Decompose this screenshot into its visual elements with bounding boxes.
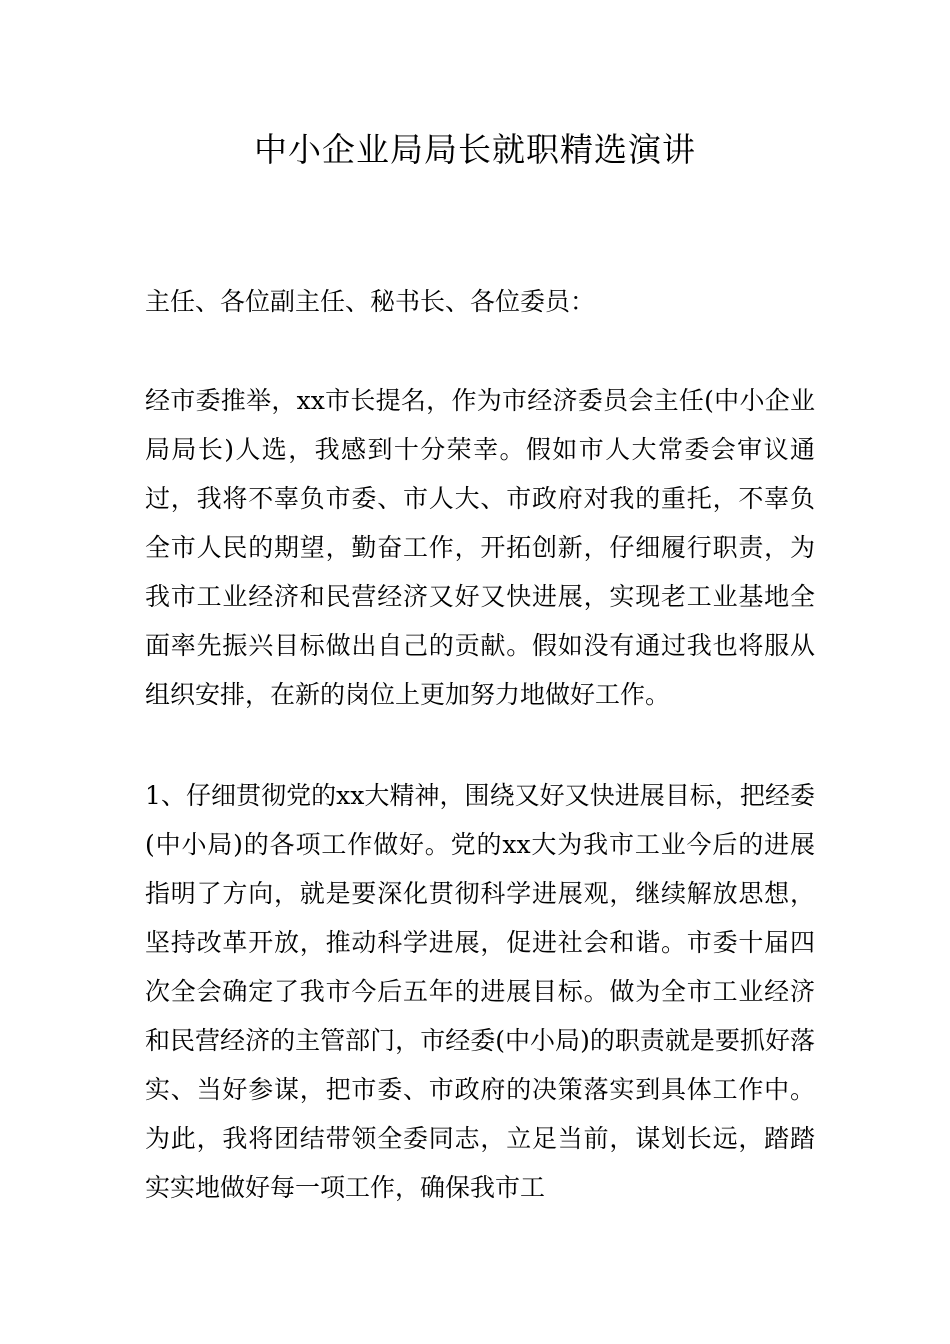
paragraph-2: 1、仔细贯彻党的xx大精神，围绕又好又快进展目标，把经委(中小局)的各项工作做好。党的xx大为我市工业今后的进展指明了方向，就是要深化贯彻科学进展观，继续解放思想，坚持改革开放，推动科学进展，促进社会和谐。市委十届四次全会确定了我市今后五年的进展目标。做为全市工业经济和民营经济的主管部门，市经委(中小局)的职责就是要抓好落实、当好参谋，把市委、市政府的决策落实到具体工作中。为此，我将团结带领全委同志，立足当前，谋划长远，踏踏实实地做好每一项工作，确保我市工: [145, 781, 815, 1202]
document-title: 中小企业局局长就职精选演讲: [254, 130, 696, 169]
salutation: 主任、各位副主任、秘书长、各位委员：: [145, 287, 596, 316]
paragraph-1: 经市委推举，xx市长提名，作为市经济委员会主任(中小企业局局长)人选，我感到十分荣幸。假如市人大常委会审议通过，我将不辜负市委、市人大、市政府对我的重托，不辜负全市人民的期望，勤奋工作，开拓创新，仔细履行职责，为我市工业经济和民营经济又好又快进展，实现老工业基地全面率先振兴目标做出自己的贡献。假如没有通过我也将服从组织安排，在新的岗位上更加努力地做好工作。: [145, 386, 815, 709]
